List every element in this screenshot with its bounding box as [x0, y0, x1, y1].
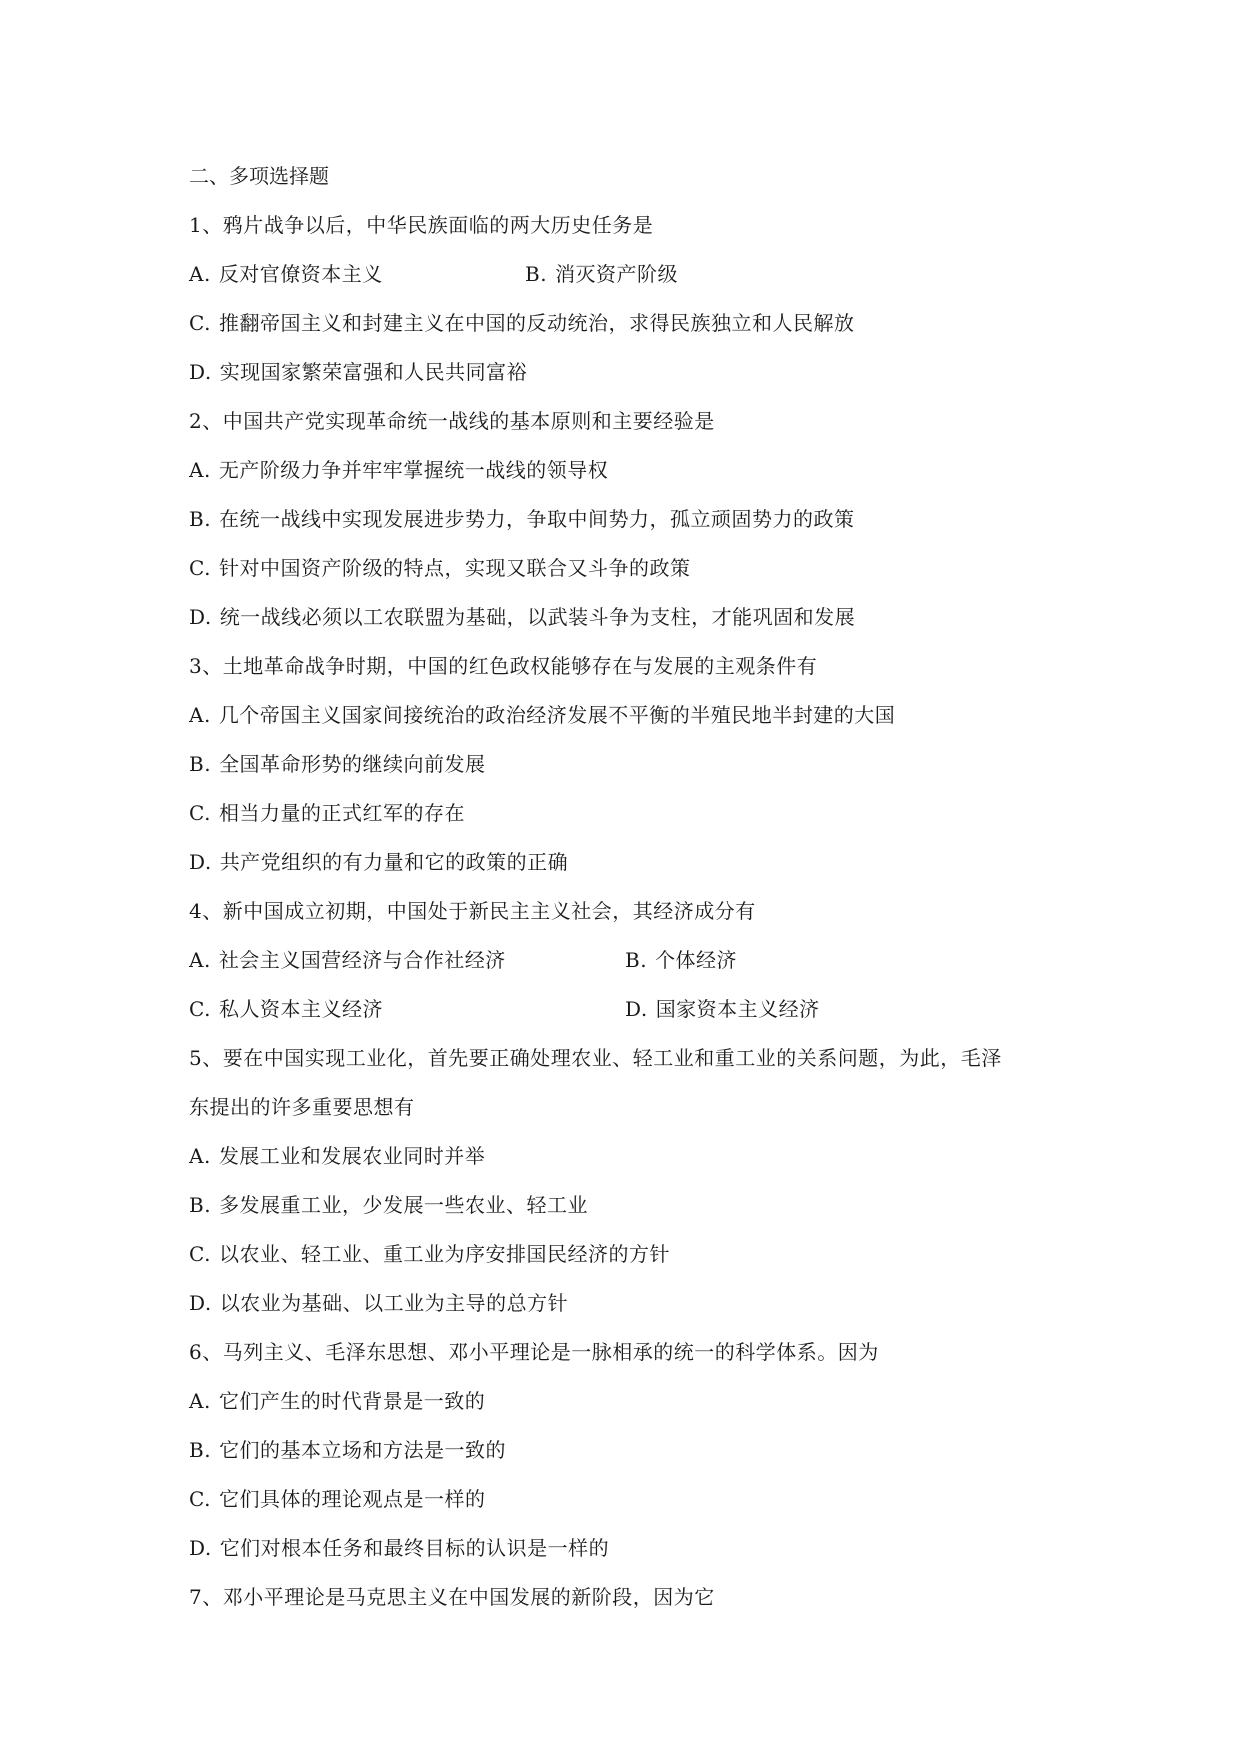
option-text: 私人资本主义经济: [218, 997, 383, 1021]
option-text: 国家资本主义经济: [655, 997, 820, 1021]
option-c: [189, 1475, 1069, 1524]
question-text: 新中国成立初期，中国处于新民主主义社会，其经济成分有: [222, 899, 756, 923]
question-6-stem: [189, 1328, 1069, 1377]
option-label: D.: [189, 1291, 212, 1315]
option-label: D.: [189, 850, 212, 874]
option-text: 针对中国资产阶级的特点，实现又联合又斗争的政策: [218, 556, 691, 580]
option-label: B.: [189, 507, 212, 531]
option-a: [189, 936, 625, 985]
option-text: 共产党组织的有力量和它的政策的正确: [219, 850, 569, 874]
option-c: [189, 544, 1069, 593]
question-text: 马列主义、毛泽东思想、邓小平理论是一脉相承的统一的科学体系。因为: [222, 1340, 879, 1364]
option-c: [189, 789, 1069, 838]
question-1-options-ab: [189, 250, 1069, 299]
option-text: 社会主义国营经济与合作社经济: [218, 948, 506, 972]
option-text: 多发展重工业，少发展一些农业、轻工业: [219, 1193, 589, 1217]
option-label: A.: [189, 1144, 211, 1168]
option-label: D.: [189, 360, 212, 384]
option-text: 个体经济: [655, 948, 738, 972]
option-label: B.: [189, 752, 212, 776]
option-b: [189, 1181, 1069, 1230]
option-d: [189, 838, 1069, 887]
question-4-options-ab: [189, 936, 1069, 985]
option-text: 以农业为基础、以工业为主导的总方针: [219, 1291, 569, 1315]
section-title: 二、多项选择题: [189, 164, 329, 188]
option-label: A.: [189, 1389, 211, 1413]
option-text: 相当力量的正式红军的存在: [218, 801, 465, 825]
option-b: [625, 936, 737, 985]
question-number: 6、: [189, 1340, 223, 1364]
question-text: 中国共产党实现革命统一战线的基本原则和主要经验是: [222, 409, 715, 433]
question-5-stem-continued: 东提出的许多重要思想有: [189, 1095, 415, 1119]
option-c: [189, 299, 1069, 348]
option-b: [189, 740, 1069, 789]
option-d: [625, 985, 820, 1034]
question-1-stem: [189, 201, 1069, 250]
option-text: 在统一战线中实现发展进步势力，争取中间势力，孤立顽固势力的政策: [219, 507, 855, 531]
question-text: 邓小平理论是马克思主义在中国发展的新阶段，因为它: [222, 1585, 715, 1609]
question-text: 土地革命战争时期，中国的红色政权能够存在与发展的主观条件有: [222, 654, 818, 678]
question-number: 1、: [189, 213, 223, 237]
option-b: [189, 495, 1069, 544]
question-4-options-cd: [189, 985, 1069, 1034]
question-number: 3、: [189, 654, 223, 678]
question-2-stem: [189, 397, 1069, 446]
document-content: [189, 152, 1069, 1622]
option-label: D.: [189, 1536, 212, 1560]
option-text: 消灭资产阶级: [555, 262, 679, 286]
option-label: C.: [189, 1487, 211, 1511]
option-label: A.: [189, 262, 211, 286]
option-label: D.: [189, 605, 212, 629]
option-c: [189, 985, 625, 1034]
question-text: 要在中国实现工业化，首先要正确处理农业、轻工业和重工业的关系问题，为此，毛泽: [222, 1046, 1002, 1070]
question-4-stem: [189, 887, 1069, 936]
option-text: 全国革命形势的继续向前发展: [219, 752, 486, 776]
option-d: [189, 348, 1069, 397]
option-a: [189, 1377, 1069, 1426]
option-text: 推翻帝国主义和封建主义在中国的反动统治，求得民族独立和人民解放: [218, 311, 855, 335]
option-d: [189, 1279, 1069, 1328]
option-label: A.: [189, 948, 211, 972]
option-label: B.: [625, 948, 648, 972]
question-3-stem: [189, 642, 1069, 691]
option-label: C.: [189, 1242, 211, 1266]
option-text: 无产阶级力争并牢牢掌握统一战线的领导权: [218, 458, 609, 482]
option-text: 它们具体的理论观点是一样的: [218, 1487, 486, 1511]
option-label: C.: [189, 311, 211, 335]
option-text: 它们的基本立场和方法是一致的: [219, 1438, 507, 1462]
option-text: 发展工业和发展农业同时并举: [218, 1144, 486, 1168]
option-c: [189, 1230, 1069, 1279]
option-label: B.: [189, 1438, 212, 1462]
option-label: A.: [189, 458, 211, 482]
option-b: [189, 1426, 1069, 1475]
option-d: [189, 1524, 1069, 1573]
option-a: [189, 1132, 1069, 1181]
question-text: 鸦片战争以后，中华民族面临的两大历史任务是: [222, 213, 654, 237]
option-text: 反对官僚资本主义: [218, 262, 383, 286]
question-number: 7、: [189, 1585, 223, 1609]
option-a: [189, 446, 1069, 495]
question-5-stem: [189, 1034, 1069, 1083]
option-a: [189, 250, 525, 299]
option-label: C.: [189, 556, 211, 580]
question-7-stem: [189, 1573, 1069, 1622]
option-text: 统一战线必须以工农联盟为基础，以武装斗争为支柱，才能巩固和发展: [219, 605, 856, 629]
question-number: 5、: [189, 1046, 223, 1070]
option-label: C.: [189, 997, 211, 1021]
option-label: B.: [525, 262, 548, 286]
option-d: [189, 593, 1069, 642]
option-text: 它们产生的时代背景是一致的: [218, 1389, 486, 1413]
option-text: 以农业、轻工业、重工业为序安排国民经济的方针: [218, 1242, 670, 1266]
option-label: C.: [189, 801, 211, 825]
option-text: 它们对根本任务和最终目标的认识是一样的: [219, 1536, 610, 1560]
option-label: D.: [625, 997, 648, 1021]
option-text: 几个帝国主义国家间接统治的政治经济发展不平衡的半殖民地半封建的大国: [218, 703, 896, 727]
option-a: [189, 691, 1069, 740]
question-number: 4、: [189, 899, 223, 923]
option-label: B.: [189, 1193, 212, 1217]
option-label: A.: [189, 703, 211, 727]
option-text: 实现国家繁荣富强和人民共同富裕: [219, 360, 528, 384]
question-number: 2、: [189, 409, 223, 433]
option-b: [525, 250, 678, 299]
